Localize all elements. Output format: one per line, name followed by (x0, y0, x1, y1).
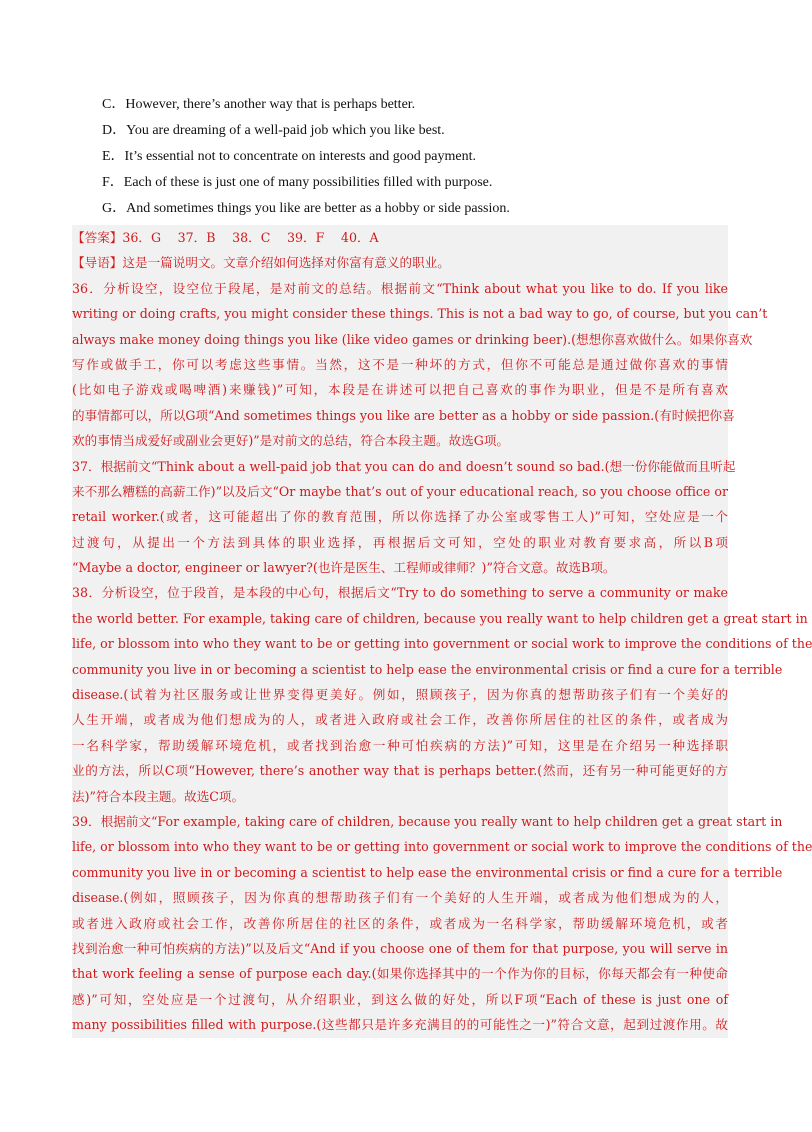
explanation-line: 一名科学家，帮助缓解环境危机，或者找到治愈一种可怕疾病的方法)”可知，这里是在介绍另一种选择职 (72, 737, 728, 753)
explanation-text (72, 276, 812, 1038)
explanation-line: disease.(试着为社区服务或让世界变得更美好。例如，照顾孩子，因为你真的想帮助孩子们有一个美好的 (72, 687, 728, 703)
option-f: F．Each of these is just one of many possibilities filled with purpose. (102, 175, 493, 190)
explanation-line: 过渡句，从提出一个方法到具体的职业选择，再根据后文可知，空处的职业对教育要求高，所以B项 (72, 534, 728, 550)
explanation-line: 37．根据前文“Think about a well-paid job that you can do and doesn’t sound so bad.(想一份你能做而且听起 (72, 458, 736, 474)
explanation-line: 来不那么糟糕的高薪工作)”以及后文“Or maybe that’s out of your educational reach, so you choose office or (72, 483, 728, 499)
explanation-line: “Maybe a doctor, engineer or lawyer?(也许是医生、工程师或律师？)”符合文意。故选B项。 (72, 560, 616, 576)
explanation-line: 写作或做手工，你可以考虑这些事情。当然，这不是一种坏的方式，但你不可能总是通过做你喜欢的事情 (72, 356, 728, 372)
explanation-line: many possibilities filled with purpose.(这些都只是许多充满目的的可能性之一)”符合文意，起到过渡作用。故 (72, 1017, 728, 1033)
explanation-line: 的事情都可以，所以G项“And sometimes things you like are better as a hobby or side passion.(有时候把你喜 (72, 407, 735, 423)
answer-line (72, 225, 728, 250)
explanation-line: 找到治愈一种可怕疾病的方法)”以及后文“And if you choose one of them for that purpose, you will serve in (72, 940, 728, 956)
explanation-line: (比如电子游戏或喝啤酒)来赚钱)”可知，本段是在讲述可以把自己喜欢的事作为职业，但是不是所有喜欢 (72, 382, 728, 398)
explanation-line: that work feeling a sense of purpose each day.(如果你选择其中的一个作为你的目标，你每天都会有一种使命 (72, 966, 728, 982)
explanation-line: retail worker.(或者，这可能超出了你的教育范围，所以你选择了办公室或零售工人)”可知，空处应是一个 (72, 509, 728, 525)
explanation-line: 感)”可知，空处应是一个过渡句，从介绍职业，到这么做的好处，所以F项“Each of these is just one of (72, 991, 728, 1007)
explanation-line: 36．分析设空，设空位于段尾，是对前文的总结。根据前文“Think about what you like to do. If you like (72, 280, 728, 296)
answer-label: 【答案】 (72, 230, 123, 245)
guide-line (72, 250, 728, 275)
explanation-line: 人生开端，或者成为他们想成为的人，或者进入政府或社会工作，改善你所居住的社区的条件，或者成为 (72, 712, 728, 728)
guide-text: 这是一篇说明文。文章介绍如何选择对你富有意义的职业。 (122, 255, 450, 271)
explanation-line: the world better. For example, taking care of children, because you really want to help children get a great start in (72, 610, 808, 626)
option-e: E．It’s essential not to concentrate on interests and good payment. (102, 149, 477, 164)
explanation-line: 法)”符合本段主题。故选C项。 (72, 788, 245, 804)
guide-label: 【导语】 (72, 255, 123, 271)
explanation-line: community you live in or becoming a scientist to help ease the environmental crisis or find a cure for a terrible (72, 864, 783, 880)
option-d: D．You are dreaming of a well-paid job which you like best. (102, 123, 445, 138)
explanation-line: always make money doing things you like (like video games or drinking beer).(想想你喜欢做什么。如果你喜欢 (72, 331, 753, 347)
explanation-line: 38．分析设空，位于段首，是本段的中心句，根据后文“Try to do something to serve a community or make (72, 585, 728, 601)
explanation-line: disease.(例如，照顾孩子，因为你真的想帮助孩子们有一个美好的人生开端，或者成为他们想成为的人， (72, 890, 728, 906)
explanation-line: life, or blossom into who they want to be or getting into government or social work to improve the conditions of the (72, 636, 812, 652)
option-g: G．And sometimes things you like are better as a hobby or side passion. (102, 201, 510, 216)
explanation-line: community you live in or becoming a scientist to help ease the environmental crisis or find a cure for a terrible (72, 661, 783, 677)
explanation-line: life, or blossom into who they want to be or getting into government or social work to improve the conditions of the (72, 839, 812, 855)
explanation-line: 或者进入政府或社会工作，改善你所居住的社区的条件，或者成为一名科学家，帮助缓解环境危机，或者 (72, 915, 728, 931)
explanation-line: 业的方法，所以C项“However, there’s another way that is perhaps better.(然而，还有另一种可能更好的方 (72, 763, 728, 779)
option-list (102, 95, 742, 225)
answer-analysis-block (72, 225, 812, 1038)
explanation-line: 39．根据前文“For example, taking care of children, because you really want to help children get a great start in (72, 813, 783, 829)
explanation-line: writing or doing crafts, you might consider these things. This is not a bad way to go, of course, but you can’t (72, 306, 768, 322)
answer-text: 36．G 37．B 38．C 39．F 40．A (122, 230, 379, 245)
explanation-line: 欢的事情当成爱好或副业会更好)”是对前文的总结，符合本段主题。故选G项。 (72, 433, 510, 449)
option-c: C．However, there’s another way that is perhaps better. (102, 97, 416, 112)
